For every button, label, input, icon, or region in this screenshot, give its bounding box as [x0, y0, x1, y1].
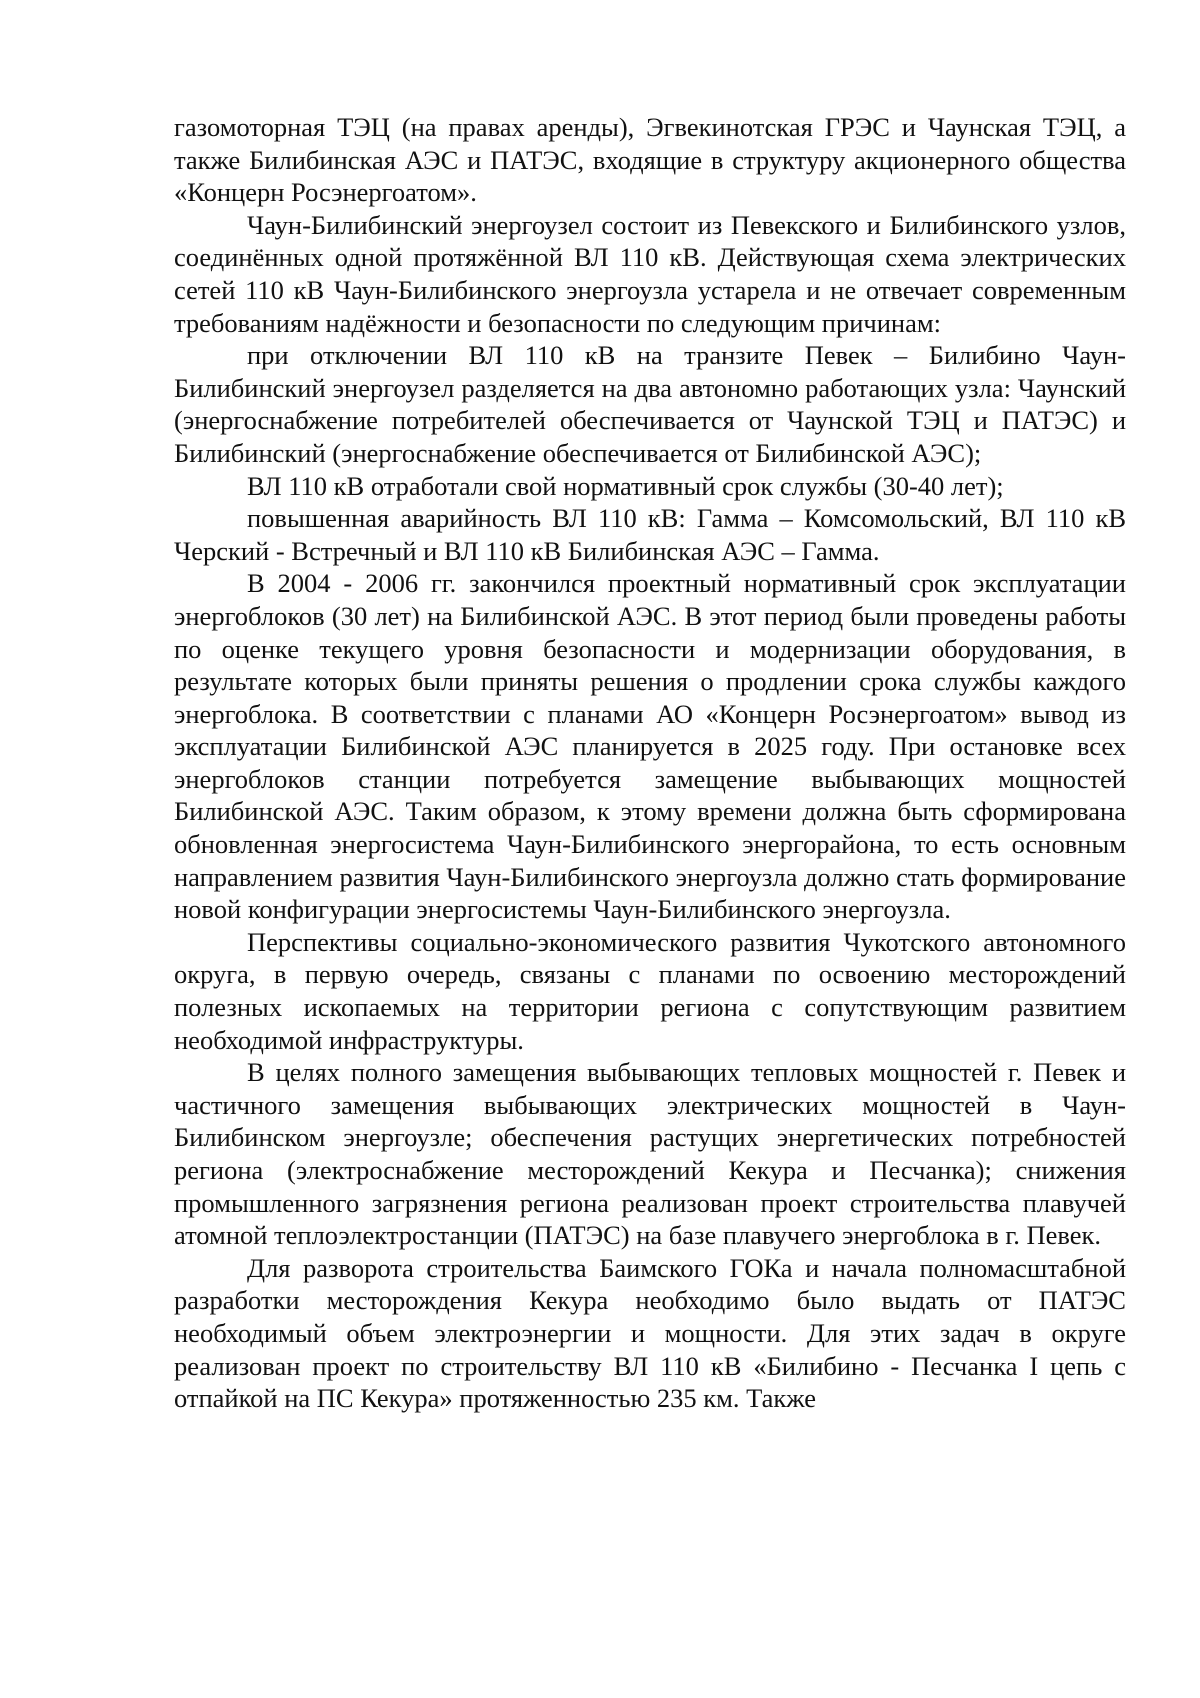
paragraph-8: В целях полного замещения выбывающих тепловых мощностей г. Певек и частичного замещения выбывающих электрических мощностей в Чаун-Билибинском энергоузле; обеспечения растущих энергетических потребностей региона (электроснабжение месторождений Кекура и Песчанка); снижения промышленного загрязнения региона реализован проект строительства плавучей атомной теплоэлектростанции (ПАТЭС) на базе плавучего энергоблока в г. Певек. — [174, 1057, 1126, 1251]
paragraph-4: ВЛ 110 кВ отработали свой нормативный срок службы (30-40 лет); — [247, 470, 1004, 501]
paragraph-9: Для разворота строительства Баимского ГОКа и начала полномасштабной разработки месторождения Кекура необходимо было выдать от ПАТЭС необходимый объем электроэнергии и мощности. Для этих задач в округе реализован проект по строительству ВЛ 110 кВ «Билибино - Песчанка I цепь с отпайкой на ПС Кекура» протяженностью 235 км. Также — [174, 1252, 1126, 1414]
paragraph-6: В 2004 - 2006 гг. закончился проектный нормативный срок эксплуатации энергоблоков (30 лет) на Билибинской АЭС. В этот период были проведены работы по оценке текущего уровня безопасности и модернизации оборудования, в результате которых были приняты решения о продлении срока службы каждого энергоблока. В соответствии с планами АО «Концерн Росэнергоатом» вывод из эксплуатации Билибинской АЭС планируется в 2025 году. При остановке всех энергоблоков станции потребуется замещение выбывающих мощностей Билибинской АЭС. Таким образом, к этому времени должна быть сформирована обновленная энергосистема Чаун-Билибинского энергорайона, то есть основным направлением развития Чаун-Билибинского энергоузла должно стать формирование новой конфигурации энергосистемы Чаун-Билибинского энергоузла. — [174, 568, 1126, 925]
paragraph-5: повышенная аварийность ВЛ 110 кВ: Гамма – Комсомольский, ВЛ 110 кВ Черский - Встречный и ВЛ 110 кВ Билибинская АЭС – Гамма. — [174, 503, 1126, 566]
paragraph-7: Перспективы социально-экономического развития Чукотского автономного округа, в первую очередь, связаны с планами по освоению месторождений полезных ископаемых на территории региона с сопутствующим развитием необходимой инфраструктуры. — [174, 926, 1126, 1055]
paragraph-2: Чаун-Билибинский энергоузел состоит из Певекского и Билибинского узлов, соединённых одной протяжённой ВЛ 110 кВ. Действующая схема электрических сетей 110 кВ Чаун-Билибинского энергоузла устарела и не отвечает современным требованиям надёжности и безопасности по следующим причинам: — [174, 209, 1126, 338]
paragraph-3: при отключении ВЛ 110 кВ на транзите Певек – Билибино Чаун-Билибинский энергоузел разделяется на два автономно работающих узла: Чаунский (энергоснабжение потребителей обеспечивается от Чаунской ТЭЦ и ПАТЭС) и Билибинский (энергоснабжение обеспечивается от Билибинской АЭС); — [174, 340, 1126, 468]
paragraph-1: газомоторная ТЭЦ (на правах аренды), Эгвекинотская ГРЭС и Чаунская ТЭЦ, а также Билибинская АЭС и ПАТЭС, входящие в структуру акционерного общества «Концерн Росэнергоатом». — [174, 112, 1126, 208]
document-body — [174, 111, 1126, 1415]
